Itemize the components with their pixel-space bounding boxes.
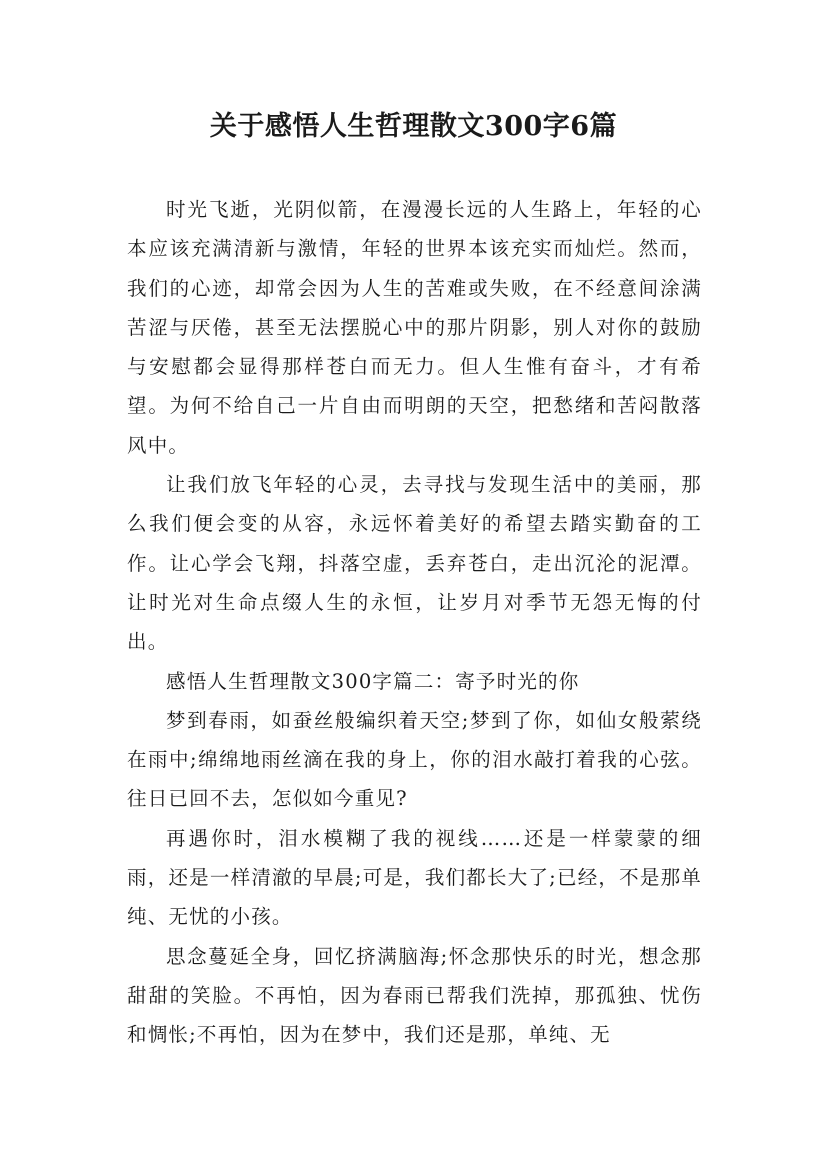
paragraph-5: 思念蔓延全身，回忆挤满脑海;怀念那快乐的时光，想念那甜甜的笑脸。不再怕，因为春雨已帮我们洗掉，那孤独、忧伤和惆怅;不再怕，因为在梦中，我们还是那，单纯、无 [127,944,702,1047]
paragraph-3: 梦到春雨，如蚕丝般编织着天空;梦到了你，如仙女般萦绕在雨中;绵绵地雨丝滴在我的身上，你的泪水敲打着我的心弦。往日已回不去，怎似如今重见? [127,708,702,811]
paragraph-4: 再遇你时，泪水模糊了我的视线……还是一样蒙蒙的细雨，还是一样清澈的早晨;可是，我们都长大了;已经，不是那单纯、无忧的小孩。 [127,826,702,929]
document-body [127,190,702,1055]
document-title: 关于感悟人生哲理散文300字6篇 [209,111,618,142]
paragraph-1: 时光飞逝，光阴似箭，在漫漫长远的人生路上，年轻的心本应该充满清新与激情，年轻的世界本该充实而灿烂。然而，我们的心迹，却常会因为人生的苦难或失败，在不经意间涂满苦涩与厌倦，甚至无法摆脱心中的那片阴影，别人对你的鼓励与安慰都会显得那样苍白而无力。但人生惟有奋斗，才有希望。为何不给自己一片自由而明朗的天空，把愁绪和苦闷散落风中。 [127,198,702,457]
section-heading: 感悟人生哲理散文300字篇二：寄予时光的你 [166,669,580,693]
paragraph-2: 让我们放飞年轻的心灵，去寻找与发现生活中的美丽，那么我们便会变的从容，永远怀着美好的希望去踏实勤奋的工作。让心学会飞翔，抖落空虚，丢弃苍白，走出沉沦的泥潭。让时光对生命点缀人生的永恒，让岁月对季节无怨无悔的付出。 [127,473,702,654]
